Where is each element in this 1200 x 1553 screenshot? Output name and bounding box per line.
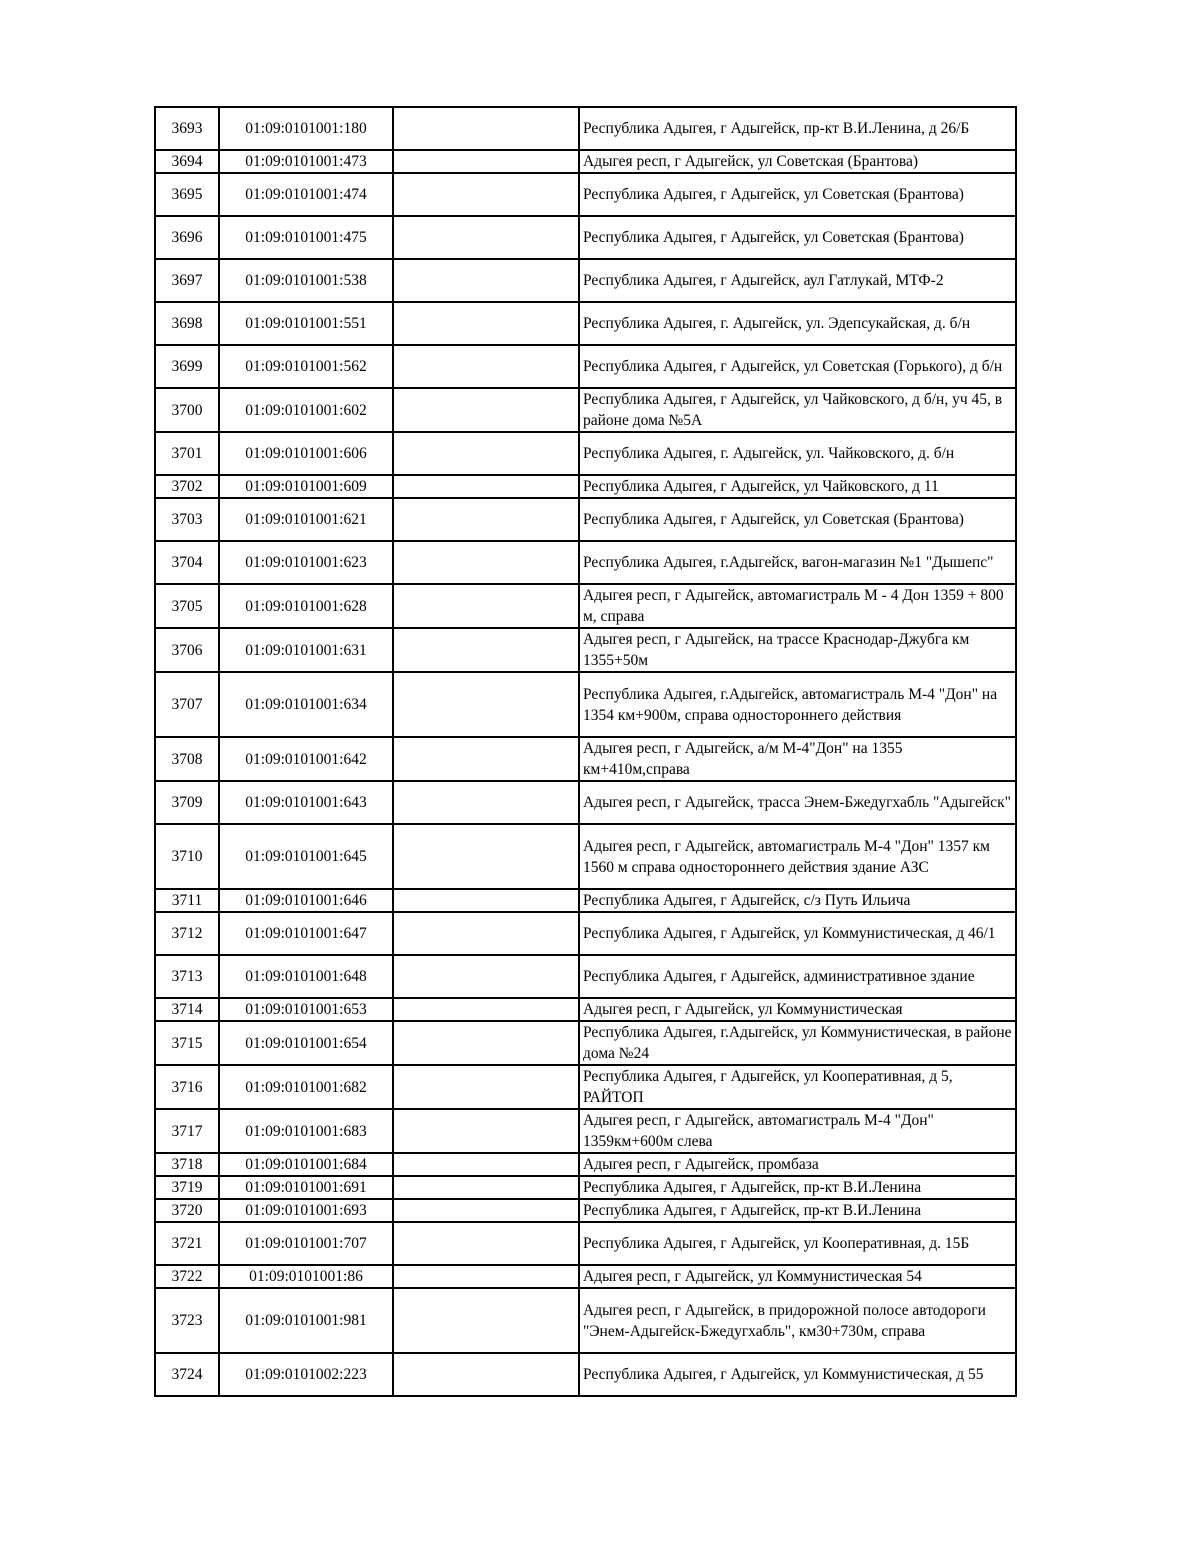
address-cell: Республика Адыгея, г Адыгейск, ул Чайковского, д б/н, уч 45, в районе дома №5А [579, 388, 1016, 432]
table-row [155, 1288, 1016, 1353]
empty-cell [393, 955, 579, 998]
cadastral-number-cell: 01:09:0101001:653 [219, 998, 393, 1021]
cadastral-number-cell: 01:09:0101001:684 [219, 1153, 393, 1176]
empty-cell [393, 216, 579, 259]
row-number-cell: 3699 [155, 345, 219, 388]
row-number-cell: 3694 [155, 150, 219, 173]
cadastral-number-cell: 01:09:0101001:621 [219, 498, 393, 541]
empty-cell [393, 1021, 579, 1065]
address-cell: Республика Адыгея, г Адыгейск, ул Кооперативная, д 5, РАЙТОП [579, 1065, 1016, 1109]
table-row [155, 388, 1016, 432]
table-row [155, 302, 1016, 345]
address-cell: Адыгея респ, г Адыгейск, ул Советская (Брантова) [579, 150, 1016, 173]
empty-cell [393, 1288, 579, 1353]
row-number-cell: 3697 [155, 259, 219, 302]
cadastral-number-cell: 01:09:0101002:223 [219, 1353, 393, 1396]
address-cell: Республика Адыгея, г.Адыгейск, автомагистраль М-4 "Дон" на 1354 км+900м, справа одностороннего действия [579, 672, 1016, 737]
table-row [155, 1176, 1016, 1199]
row-number-cell: 3724 [155, 1353, 219, 1396]
address-cell: Республика Адыгея, г Адыгейск, ул Коммунистическая, д 46/1 [579, 912, 1016, 955]
address-cell: Республика Адыгея, г Адыгейск, ул Советская (Брантова) [579, 173, 1016, 216]
cadastral-number-cell: 01:09:0101001:551 [219, 302, 393, 345]
empty-cell [393, 1353, 579, 1396]
table-row [155, 150, 1016, 173]
table-row [155, 1021, 1016, 1065]
empty-cell [393, 1109, 579, 1153]
empty-cell [393, 173, 579, 216]
cadastral-number-cell: 01:09:0101001:562 [219, 345, 393, 388]
row-number-cell: 3715 [155, 1021, 219, 1065]
cadastral-number-cell: 01:09:0101001:654 [219, 1021, 393, 1065]
table-row [155, 628, 1016, 672]
cadastral-number-cell: 01:09:0101001:646 [219, 889, 393, 912]
empty-cell [393, 259, 579, 302]
table-row [155, 498, 1016, 541]
address-cell: Республика Адыгея, г Адыгейск, административное здание [579, 955, 1016, 998]
table-row [155, 1353, 1016, 1396]
empty-cell [393, 302, 579, 345]
address-cell: Адыгея респ, г Адыгейск, автомагистраль М - 4 Дон 1359 + 800 м, справа [579, 584, 1016, 628]
cadastral-number-cell: 01:09:0101001:683 [219, 1109, 393, 1153]
empty-cell [393, 628, 579, 672]
address-cell: Республика Адыгея, г. Адыгейск, ул. Эдепсукайская, д. б/н [579, 302, 1016, 345]
empty-cell [393, 345, 579, 388]
empty-cell [393, 475, 579, 498]
empty-cell [393, 388, 579, 432]
cadastral-number-cell: 01:09:0101001:631 [219, 628, 393, 672]
cadastral-number-cell: 01:09:0101001:682 [219, 1065, 393, 1109]
cadastral-number-cell: 01:09:0101001:475 [219, 216, 393, 259]
table-row [155, 173, 1016, 216]
cadastral-number-cell: 01:09:0101001:602 [219, 388, 393, 432]
row-number-cell: 3716 [155, 1065, 219, 1109]
table-row [155, 1153, 1016, 1176]
address-cell: Республика Адыгея, г.Адыгейск, вагон-магазин №1 "Дышепс" [579, 541, 1016, 584]
address-cell: Республика Адыгея, г Адыгейск, пр-кт В.И.Ленина, д 26/Б [579, 107, 1016, 150]
row-number-cell: 3722 [155, 1265, 219, 1288]
cadastral-number-cell: 01:09:0101001:623 [219, 541, 393, 584]
address-cell: Адыгея респ, г Адыгейск, в придорожной полосе автодороги "Энем-Адыгейск-Бжедугхабль", км30+730м, справа [579, 1288, 1016, 1353]
cadastral-number-cell: 01:09:0101001:609 [219, 475, 393, 498]
empty-cell [393, 1153, 579, 1176]
row-number-cell: 3695 [155, 173, 219, 216]
empty-cell [393, 498, 579, 541]
table-row [155, 955, 1016, 998]
table-row [155, 781, 1016, 824]
empty-cell [393, 1199, 579, 1222]
row-number-cell: 3711 [155, 889, 219, 912]
empty-cell [393, 998, 579, 1021]
row-number-cell: 3708 [155, 737, 219, 781]
row-number-cell: 3710 [155, 824, 219, 889]
table-row [155, 889, 1016, 912]
cadastral-number-cell: 01:09:0101001:473 [219, 150, 393, 173]
address-cell: Республика Адыгея, г Адыгейск, пр-кт В.И.Ленина [579, 1199, 1016, 1222]
cadastral-number-cell: 01:09:0101001:647 [219, 912, 393, 955]
row-number-cell: 3702 [155, 475, 219, 498]
table-row [155, 584, 1016, 628]
table-row [155, 824, 1016, 889]
address-cell: Республика Адыгея, г Адыгейск, ул Коммунистическая, д 55 [579, 1353, 1016, 1396]
table-row [155, 672, 1016, 737]
row-number-cell: 3714 [155, 998, 219, 1021]
empty-cell [393, 584, 579, 628]
address-cell: Адыгея респ, г Адыгейск, ул Коммунистическая 54 [579, 1265, 1016, 1288]
row-number-cell: 3720 [155, 1199, 219, 1222]
cadastral-number-cell: 01:09:0101001:645 [219, 824, 393, 889]
row-number-cell: 3705 [155, 584, 219, 628]
address-register-table [154, 106, 1017, 1397]
empty-cell [393, 672, 579, 737]
row-number-cell: 3693 [155, 107, 219, 150]
empty-cell [393, 737, 579, 781]
row-number-cell: 3719 [155, 1176, 219, 1199]
address-cell: Адыгея респ, г Адыгейск, ул Коммунистическая [579, 998, 1016, 1021]
address-cell: Республика Адыгея, г Адыгейск, ул Советская (Горького), д б/н [579, 345, 1016, 388]
table-row [155, 432, 1016, 475]
cadastral-number-cell: 01:09:0101001:642 [219, 737, 393, 781]
empty-cell [393, 1222, 579, 1265]
empty-cell [393, 889, 579, 912]
table-row [155, 259, 1016, 302]
cadastral-number-cell: 01:09:0101001:628 [219, 584, 393, 628]
address-cell: Адыгея респ, г Адыгейск, автомагистраль М-4 "Дон" 1357 км 1560 м справа одностороннего действия здание АЗС [579, 824, 1016, 889]
table-row [155, 1222, 1016, 1265]
row-number-cell: 3713 [155, 955, 219, 998]
cadastral-number-cell: 01:09:0101001:707 [219, 1222, 393, 1265]
table-row [155, 737, 1016, 781]
row-number-cell: 3712 [155, 912, 219, 955]
address-cell: Адыгея респ, г Адыгейск, автомагистраль М-4 "Дон" 1359км+600м слева [579, 1109, 1016, 1153]
address-cell: Адыгея респ, г Адыгейск, промбаза [579, 1153, 1016, 1176]
cadastral-number-cell: 01:09:0101001:981 [219, 1288, 393, 1353]
table-row [155, 107, 1016, 150]
cadastral-number-cell: 01:09:0101001:606 [219, 432, 393, 475]
row-number-cell: 3707 [155, 672, 219, 737]
table-row [155, 475, 1016, 498]
table-row [155, 1265, 1016, 1288]
empty-cell [393, 781, 579, 824]
empty-cell [393, 912, 579, 955]
cadastral-number-cell: 01:09:0101001:180 [219, 107, 393, 150]
row-number-cell: 3696 [155, 216, 219, 259]
table-row [155, 216, 1016, 259]
empty-cell [393, 432, 579, 475]
row-number-cell: 3709 [155, 781, 219, 824]
address-cell: Республика Адыгея, г Адыгейск, аул Гатлукай, МТФ-2 [579, 259, 1016, 302]
row-number-cell: 3700 [155, 388, 219, 432]
row-number-cell: 3718 [155, 1153, 219, 1176]
table-body [155, 107, 1016, 1396]
empty-cell [393, 824, 579, 889]
row-number-cell: 3717 [155, 1109, 219, 1153]
empty-cell [393, 541, 579, 584]
empty-cell [393, 150, 579, 173]
table-row [155, 912, 1016, 955]
address-cell: Республика Адыгея, г.Адыгейск, ул Коммунистическая, в районе дома №24 [579, 1021, 1016, 1065]
row-number-cell: 3698 [155, 302, 219, 345]
address-cell: Республика Адыгея, г Адыгейск, с/з Путь Ильича [579, 889, 1016, 912]
address-cell: Адыгея респ, г Адыгейск, а/м М-4"Дон" на 1355 км+410м,справа [579, 737, 1016, 781]
address-cell: Республика Адыгея, г. Адыгейск, ул. Чайковского, д. б/н [579, 432, 1016, 475]
address-cell: Республика Адыгея, г Адыгейск, пр-кт В.И.Ленина [579, 1176, 1016, 1199]
row-number-cell: 3703 [155, 498, 219, 541]
table-row [155, 1199, 1016, 1222]
row-number-cell: 3706 [155, 628, 219, 672]
address-cell: Республика Адыгея, г Адыгейск, ул Советская (Брантова) [579, 498, 1016, 541]
table-row [155, 541, 1016, 584]
cadastral-number-cell: 01:09:0101001:538 [219, 259, 393, 302]
table-row [155, 345, 1016, 388]
empty-cell [393, 1065, 579, 1109]
address-cell: Адыгея респ, г Адыгейск, трасса Энем-Бжедугхабль "Адыгейск" [579, 781, 1016, 824]
row-number-cell: 3701 [155, 432, 219, 475]
empty-cell [393, 1265, 579, 1288]
address-cell: Республика Адыгея, г Адыгейск, ул Чайковского, д 11 [579, 475, 1016, 498]
empty-cell [393, 107, 579, 150]
address-cell: Республика Адыгея, г Адыгейск, ул Кооперативная, д. 15Б [579, 1222, 1016, 1265]
table-row [155, 1109, 1016, 1153]
cadastral-number-cell: 01:09:0101001:693 [219, 1199, 393, 1222]
cadastral-number-cell: 01:09:0101001:474 [219, 173, 393, 216]
cadastral-number-cell: 01:09:0101001:86 [219, 1265, 393, 1288]
row-number-cell: 3704 [155, 541, 219, 584]
cadastral-number-cell: 01:09:0101001:648 [219, 955, 393, 998]
table-row [155, 998, 1016, 1021]
row-number-cell: 3721 [155, 1222, 219, 1265]
cadastral-number-cell: 01:09:0101001:634 [219, 672, 393, 737]
address-cell: Адыгея респ, г Адыгейск, на трассе Краснодар-Джубга км 1355+50м [579, 628, 1016, 672]
cadastral-number-cell: 01:09:0101001:643 [219, 781, 393, 824]
empty-cell [393, 1176, 579, 1199]
table-row [155, 1065, 1016, 1109]
address-cell: Республика Адыгея, г Адыгейск, ул Советская (Брантова) [579, 216, 1016, 259]
row-number-cell: 3723 [155, 1288, 219, 1353]
cadastral-number-cell: 01:09:0101001:691 [219, 1176, 393, 1199]
